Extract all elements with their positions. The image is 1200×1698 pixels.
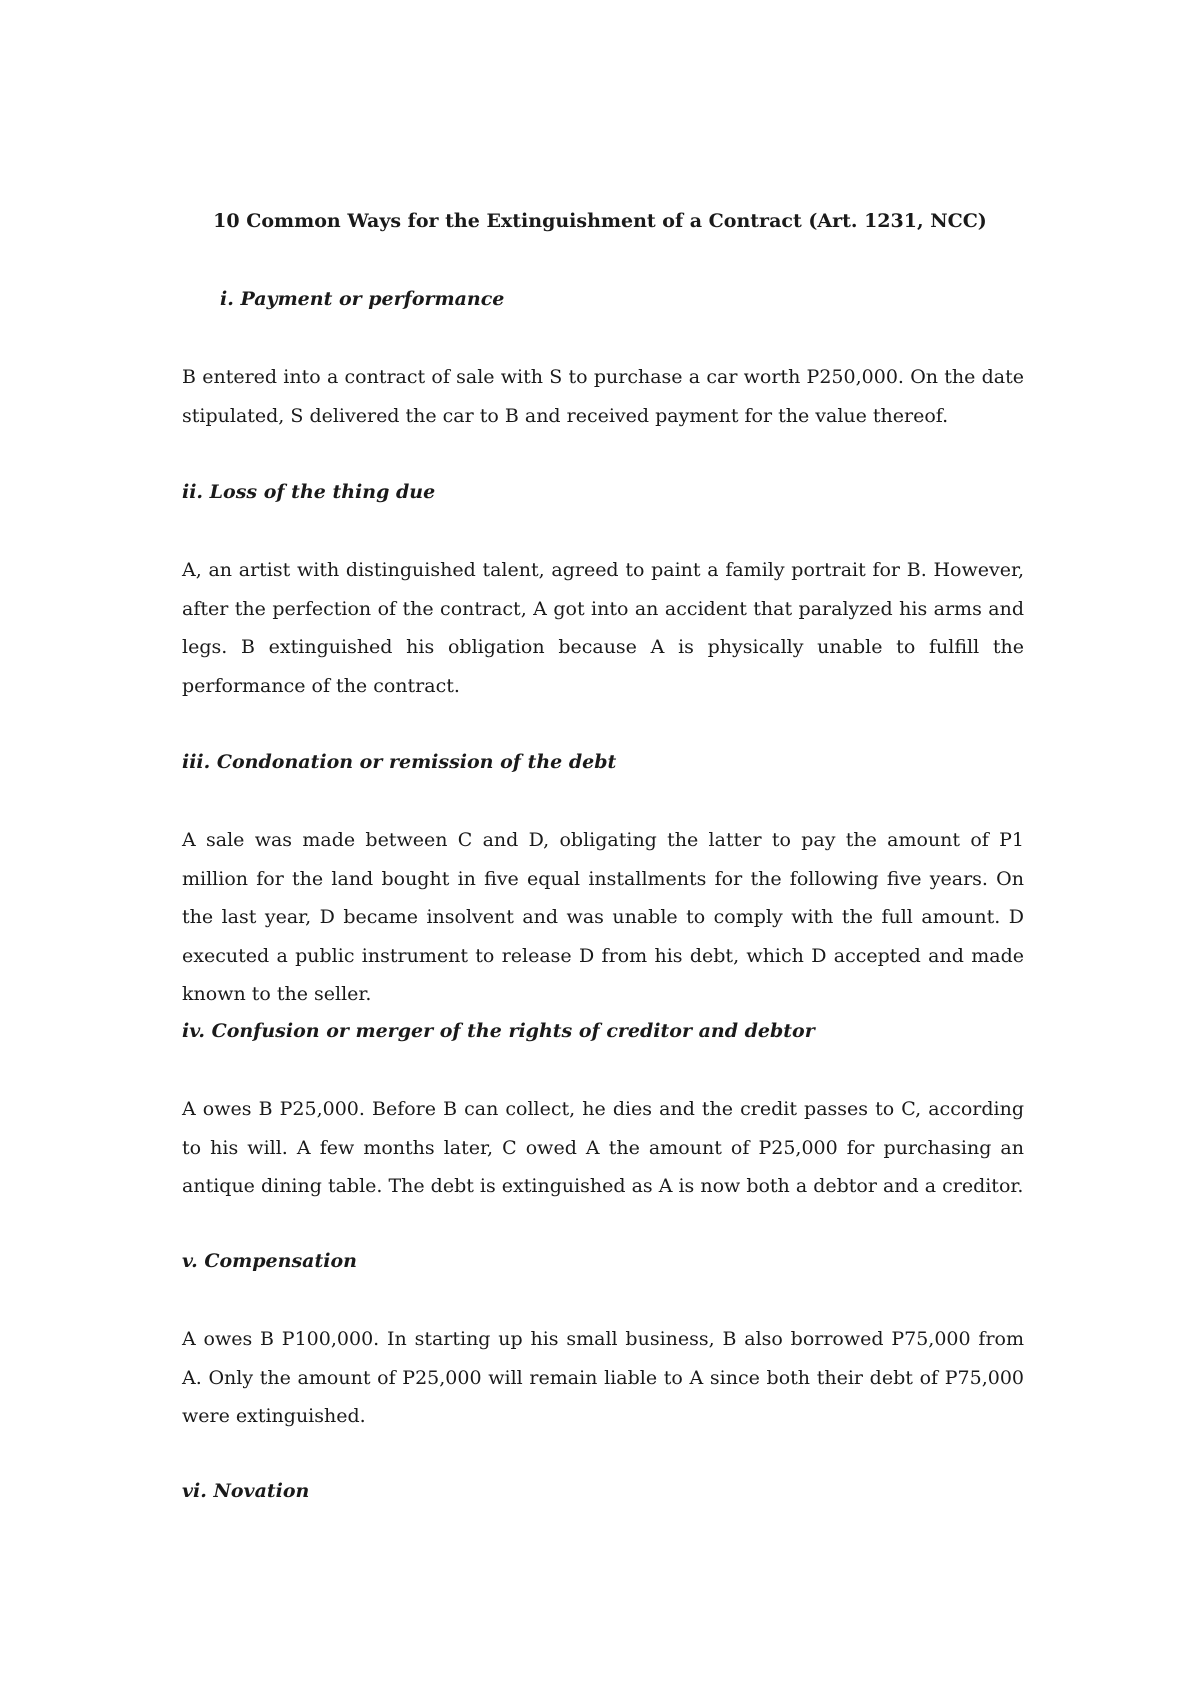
section-heading-confusion: iv. Confusion or merger of the rights of creditor and debtor [182, 1020, 815, 1042]
section-body-loss: A, an artist with distinguished talent, agreed to paint a family portrait for B. However, after the perfection of the contract, A got into an accident that paralyzed his arms and legs. B extinguished his obligation because A is physically unable to fulfill the performance of the contract. [182, 559, 1024, 697]
section-heading-novation: vi. Novation [182, 1480, 310, 1502]
section-body-compensation: A owes B P100,000. In starting up his small business, B also borrowed P75,000 from A. Only the amount of P25,000 will remain liable to A since both their debt of P75,000 were extinguished. [182, 1328, 1024, 1427]
section-body-payment: B entered into a contract of sale with S to purchase a car worth P250,000. On the date stipulated, S delivered the car to B and received payment for the value thereof. [182, 366, 1024, 427]
section-heading-payment: i. Payment or performance [220, 288, 505, 310]
section-heading-condonation: iii. Condonation or remission of the debt [182, 751, 617, 773]
document-title: 10 Common Ways for the Extinguishment of a Contract (Art. 1231, NCC) [213, 210, 987, 232]
section-body-confusion: A owes B P25,000. Before B can collect, he dies and the credit passes to C, according to his will. A few months later, C owed A the amount of P25,000 for purchasing an antique dining table. The debt is extinguished as A is now both a debtor and a creditor. [182, 1098, 1024, 1197]
section-heading-compensation: v. Compensation [182, 1250, 357, 1272]
section-body-condonation: A sale was made between C and D, obligating the latter to pay the amount of P1 million for the land bought in five equal installments for the following five years. On the last year, D became insolvent and was unable to comply with the full amount. D executed a public instrument to release D from his debt, which D accepted and made known to the seller. [182, 829, 1024, 1005]
section-heading-loss: ii. Loss of the thing due [182, 481, 436, 503]
